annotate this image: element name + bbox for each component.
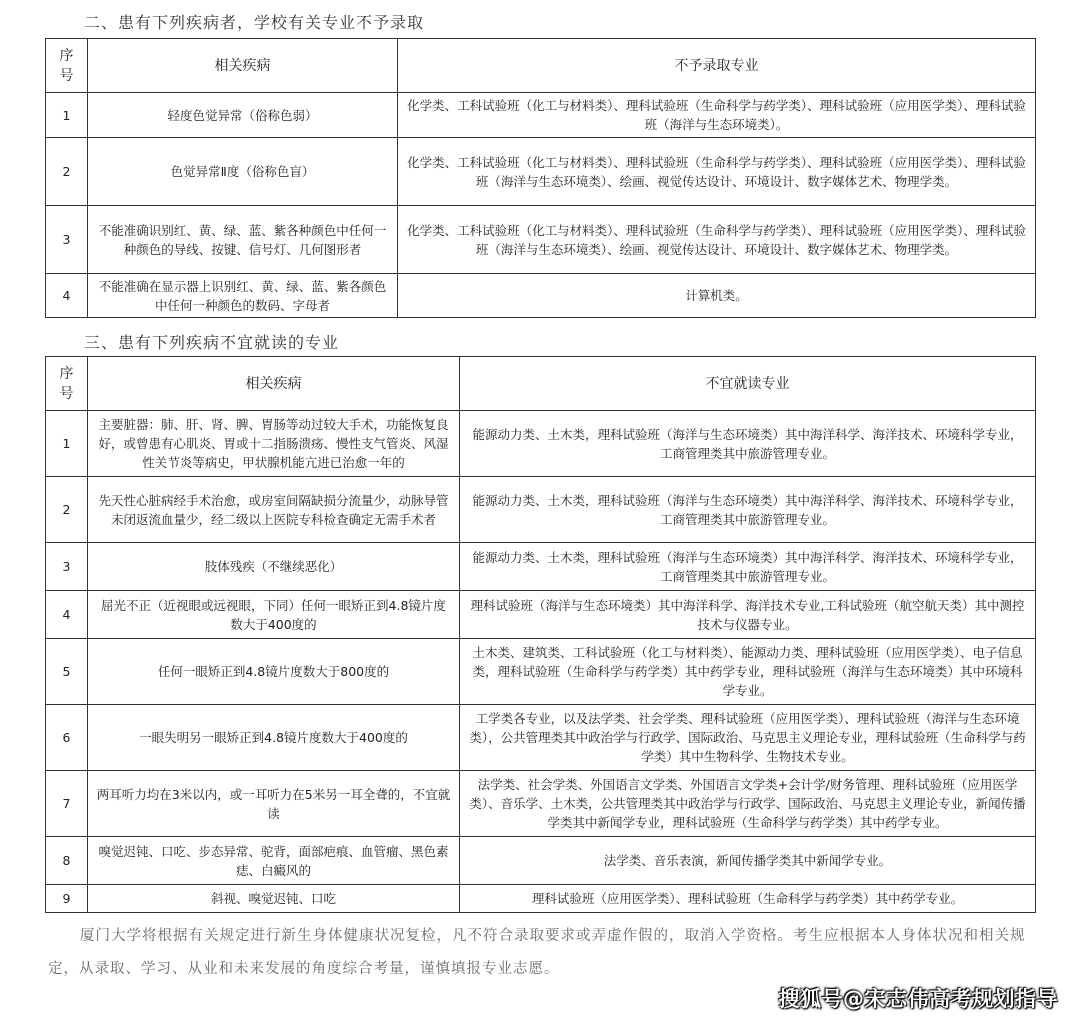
major-cell: 土木类、建筑类、工科试验班（化工与材料类）、能源动力类、理科试验班（应用医学类）、电子信息类，理科试验班（生命科学与药学类）其中药学专业，理科试验班（海洋与生态环境类）其中环境科学专业。 xyxy=(460,639,1036,705)
section-3-rows xyxy=(46,411,1036,913)
table-row xyxy=(46,543,1036,591)
table-row xyxy=(46,639,1036,705)
table-row xyxy=(46,837,1036,885)
header-disease: 相关疾病 xyxy=(88,357,460,411)
row-number: 5 xyxy=(46,639,88,705)
table-row xyxy=(46,206,1036,274)
header-num: 序号 xyxy=(46,39,88,93)
disease-cell: 轻度色觉异常（俗称色弱） xyxy=(88,93,398,138)
section-3-title: 三、患有下列疾病不宜就读的专业 xyxy=(84,333,340,352)
disease-cell: 嗅觉迟钝、口吃、步态异常、驼背，面部疤痕、血管瘤、黑色素痣、白癜风的 xyxy=(88,837,460,885)
major-cell: 法学类、社会学类、外国语言文学类、外国语言文学类+会计学/财务管理、理科试验班（应用医学类）、音乐学、土木类，公共管理类其中政治学与行政学、国际政治、马克思主义理论专业，新闻传播学类其中新闻学专业，理科试验班（生命科学与药学类）其中药学专业。 xyxy=(460,771,1036,837)
table-row xyxy=(46,705,1036,771)
disease-cell: 肢体残疾（不继续恶化） xyxy=(88,543,460,591)
row-number: 1 xyxy=(46,93,88,138)
section-2-rows xyxy=(46,93,1036,318)
table-row xyxy=(46,591,1036,639)
disease-cell: 色觉异常Ⅱ度（俗称色盲） xyxy=(88,138,398,206)
header-major: 不宜就读专业 xyxy=(460,357,1036,411)
major-cell: 计算机类。 xyxy=(398,274,1036,318)
disease-cell: 两耳听力均在3米以内，或一耳听力在5米另一耳全聋的，不宜就读 xyxy=(88,771,460,837)
disease-cell: 不能准确识别红、黄、绿、蓝、紫各种颜色中任何一种颜色的导线、按键、信号灯、几何图形者 xyxy=(88,206,398,274)
major-cell: 能源动力类、土木类，理科试验班（海洋与生态环境类）其中海洋科学、海洋技术、环境科学专业，工商管理类其中旅游管理专业。 xyxy=(460,477,1036,543)
watermark: 搜狐号@宋志伟高考规划指导 xyxy=(778,987,1058,1011)
major-cell: 化学类、工科试验班（化工与材料类）、理科试验班（生命科学与药学类）、理科试验班（应用医学类）、理科试验班（海洋与生态环境类）、绘画、视觉传达设计、环境设计、数字媒体艺术、物理学类。 xyxy=(398,206,1036,274)
header-num: 序号 xyxy=(46,357,88,411)
admission-note: 厦门大学将根据有关规定进行新生身体健康状况复检，凡不符合录取要求或弄虚作假的，取消入学资格。考生应根据本人身体状况和相关规定，从录取、学习、从业和未来发展的角度综合考量，谨慎填报专业志愿。 xyxy=(48,928,1026,977)
header-major: 不予录取专业 xyxy=(398,39,1036,93)
major-cell: 能源动力类、土木类，理科试验班（海洋与生态环境类）其中海洋科学、海洋技术、环境科学专业，工商管理类其中旅游管理专业。 xyxy=(460,411,1036,477)
disease-cell: 一眼失明另一眼矫正到4.8镜片度数大于400度的 xyxy=(88,705,460,771)
table-row xyxy=(46,274,1036,318)
row-number: 9 xyxy=(46,885,88,913)
row-number: 3 xyxy=(46,543,88,591)
row-number: 2 xyxy=(46,138,88,206)
disease-cell: 不能准确在显示器上识别红、黄、绿、蓝、紫各颜色中任何一种颜色的数码、字母者 xyxy=(88,274,398,318)
major-cell: 能源动力类、土木类，理科试验班（海洋与生态环境类）其中海洋科学、海洋技术、环境科学专业，工商管理类其中旅游管理专业。 xyxy=(460,543,1036,591)
disease-cell: 主要脏器：肺、肝、肾、脾、胃肠等动过较大手术，功能恢复良好，或曾患有心肌炎、胃或十二指肠溃疡、慢性支气管炎、风湿性关节炎等病史，甲状腺机能亢进已治愈一年的 xyxy=(88,411,460,477)
section-2-table xyxy=(45,38,1036,318)
table-row xyxy=(46,411,1036,477)
disease-cell: 先天性心脏病经手术治愈，或房室间隔缺损分流量少，动脉导管未闭返流血量少，经二级以上医院专科检查确定无需手术者 xyxy=(88,477,460,543)
disease-cell: 任何一眼矫正到4.8镜片度数大于800度的 xyxy=(88,639,460,705)
row-number: 3 xyxy=(46,206,88,274)
row-number: 8 xyxy=(46,837,88,885)
row-number: 2 xyxy=(46,477,88,543)
section-3-table xyxy=(45,356,1036,913)
table-row xyxy=(46,885,1036,913)
major-cell: 理科试验班（应用医学类）、理科试验班（生命科学与药学类）其中药学专业。 xyxy=(460,885,1036,913)
disease-cell: 屈光不正（近视眼或远视眼，下同）任何一眼矫正到4.8镜片度数大于400度的 xyxy=(88,591,460,639)
major-cell: 法学类、音乐表演，新闻传播学类其中新闻学专业。 xyxy=(460,837,1036,885)
row-number: 1 xyxy=(46,411,88,477)
row-number: 7 xyxy=(46,771,88,837)
header-disease: 相关疾病 xyxy=(88,39,398,93)
table-row xyxy=(46,93,1036,138)
table-row xyxy=(46,477,1036,543)
row-number: 6 xyxy=(46,705,88,771)
major-cell: 理科试验班（海洋与生态环境类）其中海洋科学、海洋技术专业,工科试验班（航空航天类）其中测控技术与仪器专业。 xyxy=(460,591,1036,639)
row-number: 4 xyxy=(46,591,88,639)
table-row xyxy=(46,138,1036,206)
table-row xyxy=(46,771,1036,837)
major-cell: 工学类各专业，以及法学类、社会学类、理科试验班（应用医学类）、理科试验班（海洋与生态环境类），公共管理类其中政治学与行政学、国际政治、马克思主义理论专业，理科试验班（生命科学与药学类）其中生物科学、生物技术专业。 xyxy=(460,705,1036,771)
major-cell: 化学类、工科试验班（化工与材料类）、理科试验班（生命科学与药学类）、理科试验班（应用医学类）、理科试验班（海洋与生态环境类）、绘画、视觉传达设计、环境设计、数字媒体艺术、物理学类。 xyxy=(398,138,1036,206)
row-number: 4 xyxy=(46,274,88,318)
disease-cell: 斜视、嗅觉迟钝、口吃 xyxy=(88,885,460,913)
major-cell: 化学类、工科试验班（化工与材料类）、理科试验班（生命科学与药学类）、理科试验班（应用医学类）、理科试验班（海洋与生态环境类）。 xyxy=(398,93,1036,138)
section-2-title: 二、患有下列疾病者，学校有关专业不予录取 xyxy=(84,13,425,32)
